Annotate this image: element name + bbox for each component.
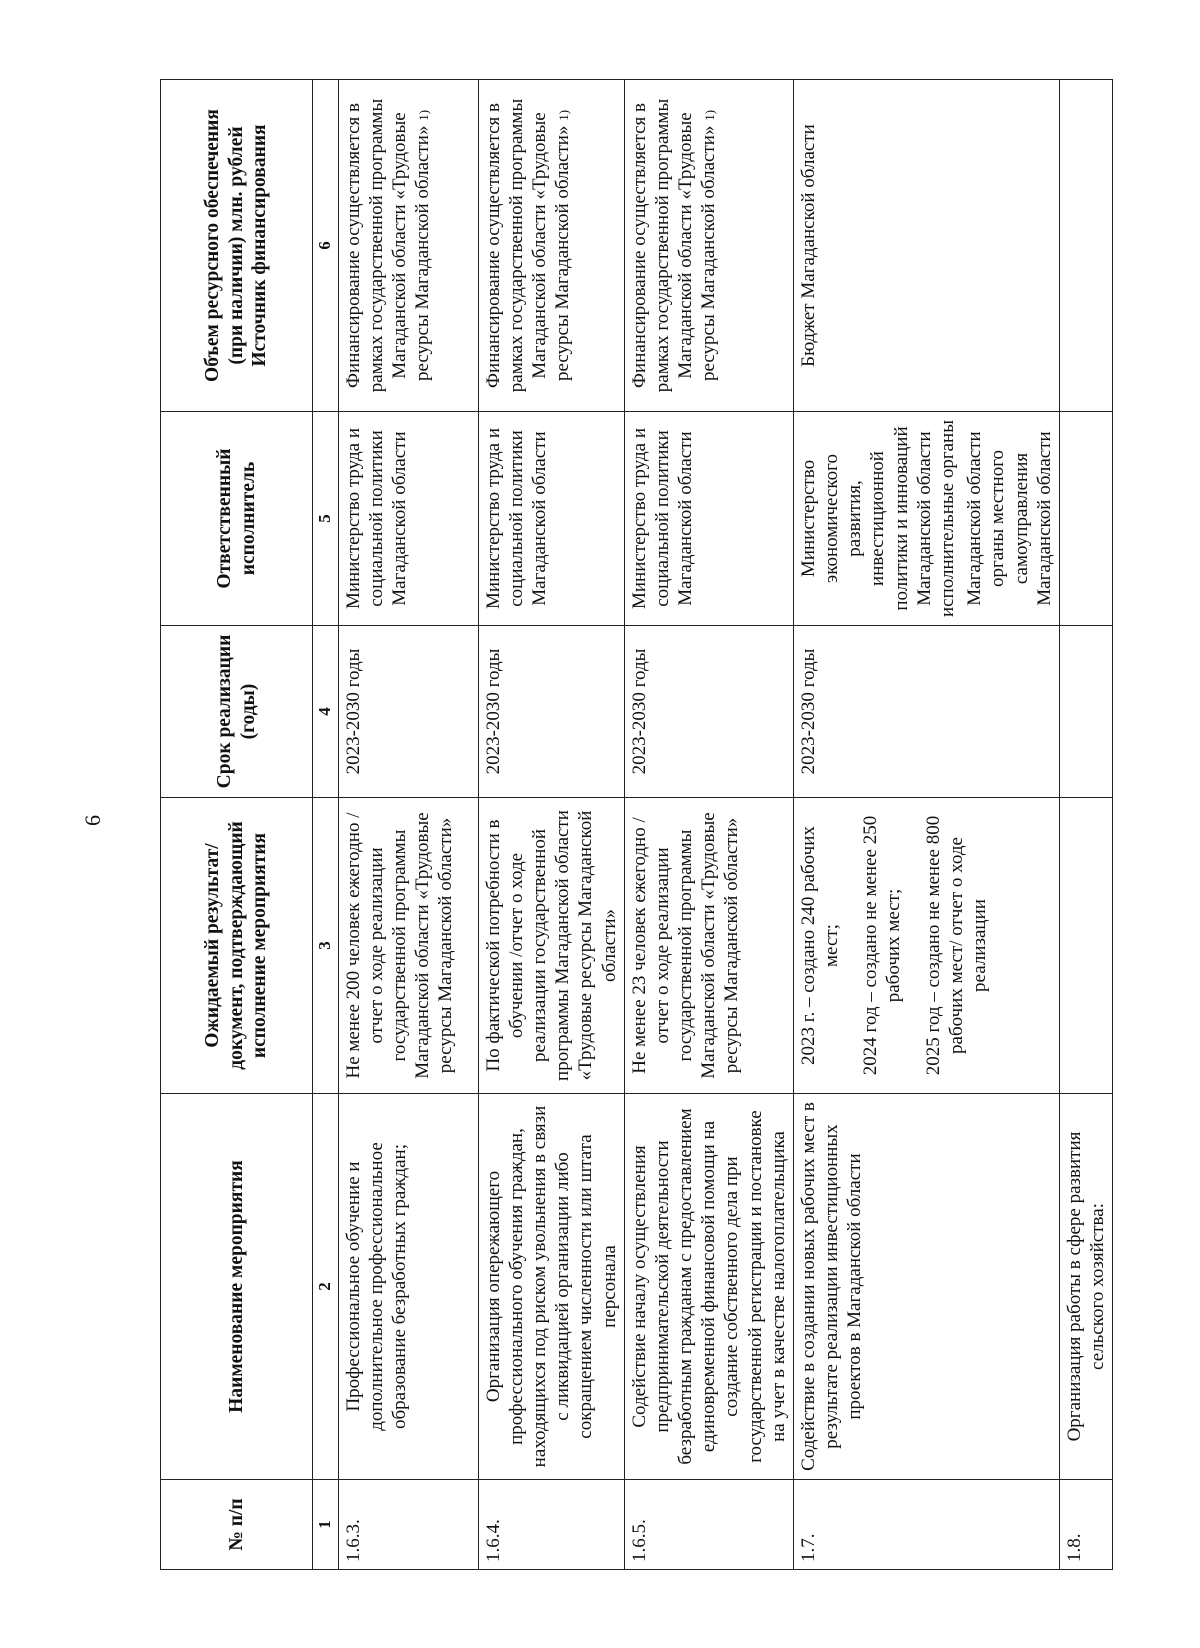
row-term: 2023-2030 годы bbox=[338, 626, 478, 798]
row-funding bbox=[1059, 80, 1112, 412]
row-number: 1.6.4. bbox=[478, 1480, 624, 1570]
funding-footnote: 1) bbox=[556, 109, 572, 121]
row-funding: Бюджет Магаданской области bbox=[793, 80, 1059, 412]
column-number: 2 bbox=[313, 1094, 339, 1480]
row-executor: Министерство труда и социальной политики Магаданской области bbox=[478, 412, 624, 626]
table-row bbox=[478, 80, 624, 1570]
row-term bbox=[1059, 626, 1112, 798]
row-number: 1.6.5. bbox=[624, 1480, 793, 1570]
row-name: Содействие в создании новых рабочих мест в результате реализации инвестиционных проектов в Магаданской области bbox=[793, 1094, 1059, 1480]
row-term: 2023-2030 годы bbox=[478, 626, 624, 798]
row-result: Не менее 23 человек ежегодно /отчет о ходе реализации государственной программы Магаданской области «Трудовые ресурсы Магаданской области» bbox=[624, 798, 793, 1094]
funding-text: Финансирование осуществляется в рамках государственной программы Магаданской области «Трудовые ресурсы Магаданской области» bbox=[628, 98, 720, 393]
result-line: 2024 год – создано не менее 250 рабочих мест; bbox=[860, 815, 905, 1076]
header-executor: Ответственный исполнитель bbox=[161, 412, 313, 626]
row-term: 2023-2030 годы bbox=[793, 626, 1059, 798]
funding-footnote: 1) bbox=[416, 109, 432, 121]
header-result: Ожидаемый результат/ документ, подтверждающий исполнение мероприятия bbox=[161, 798, 313, 1094]
row-funding bbox=[624, 80, 793, 412]
funding-text: Финансирование осуществляется в рамках государственной программы Магаданской области «Трудовые ресурсы Магаданской области» bbox=[482, 98, 574, 393]
row-number: 1.6.3. bbox=[338, 1480, 478, 1570]
rotated-table-wrapper bbox=[160, 80, 1109, 1570]
row-name: Содействие началу осуществления предпринимательской деятельности безработным гражданам с предоставлением единовременной финансовой помощи на создание собственного дела при государственной регистрации и постановке на учет в качестве налогоплательщика bbox=[624, 1094, 793, 1480]
executor-line: Министерство экономического развития, инвестиционной политики и инноваций Магаданской области исполнительные органы bbox=[797, 420, 958, 617]
page-number: 6 bbox=[80, 815, 105, 826]
row-number: 1.8. bbox=[1059, 1480, 1112, 1570]
row-result: По фактической потребности в обучении /отчет о ходе реализации государственной программы Магаданской области «Трудовые ресурсы Магаданской области» bbox=[478, 798, 624, 1094]
row-result: Не менее 200 человек ежегодно /отчет о ходе реализации государственной программы Магаданской области «Трудовые ресурсы Магаданской области» bbox=[338, 798, 478, 1094]
row-name: Профессиональное обучение и дополнительное профессиональное образование безработных граждан; bbox=[338, 1094, 478, 1480]
executor-line: Магаданской области органы местного самоуправления Магаданской области bbox=[964, 431, 1055, 606]
table-row bbox=[624, 80, 793, 1570]
row-executor bbox=[793, 412, 1059, 626]
row-funding bbox=[478, 80, 624, 412]
column-number: 4 bbox=[313, 626, 339, 798]
funding-footnote: 1) bbox=[702, 109, 718, 121]
funding-text: Финансирование осуществляется в рамках государственной программы Магаданской области «Трудовые ресурсы Магаданской области» bbox=[342, 98, 434, 393]
header-row bbox=[161, 80, 313, 1570]
header-name: Наименование мероприятия bbox=[161, 1094, 313, 1480]
row-result bbox=[793, 798, 1059, 1094]
result-line: 2023 г. – создано 240 рабочих мест; bbox=[797, 826, 843, 1065]
row-executor: Министерство труда и социальной политики Магаданской области bbox=[338, 412, 478, 626]
column-number: 5 bbox=[313, 412, 339, 626]
column-numbers-row bbox=[313, 80, 339, 1570]
row-funding bbox=[338, 80, 478, 412]
row-executor bbox=[1059, 412, 1112, 626]
column-number: 1 bbox=[313, 1480, 339, 1570]
row-name: Организация опережающего профессионального обучения граждан, находящихся под риском увольнения в связи с ликвидацией организации либо сокращением численности или штата персонала bbox=[478, 1094, 624, 1480]
header-num: № п/п bbox=[161, 1480, 313, 1570]
table-row bbox=[338, 80, 478, 1570]
action-plan-table bbox=[160, 79, 1113, 1570]
row-executor: Министерство труда и социальной политики Магаданской области bbox=[624, 412, 793, 626]
header-funding: Объем ресурсного обеспечения (при наличии) млн. рублей Источник финансирования bbox=[161, 80, 313, 412]
row-term: 2023-2030 годы bbox=[624, 626, 793, 798]
row-result bbox=[1059, 798, 1112, 1094]
column-number: 3 bbox=[313, 798, 339, 1094]
table-row bbox=[793, 80, 1059, 1570]
result-line: 2025 год – создано не менее 800 рабочих мест/ отчет о ходе реализации bbox=[922, 815, 990, 1076]
header-term: Срок реализации (годы) bbox=[161, 626, 313, 798]
table-row bbox=[1059, 80, 1112, 1570]
row-number: 1.7. bbox=[793, 1480, 1059, 1570]
column-number: 6 bbox=[313, 80, 339, 412]
row-name: Организация работы в сфере развития сельского хозяйства: bbox=[1059, 1094, 1112, 1480]
